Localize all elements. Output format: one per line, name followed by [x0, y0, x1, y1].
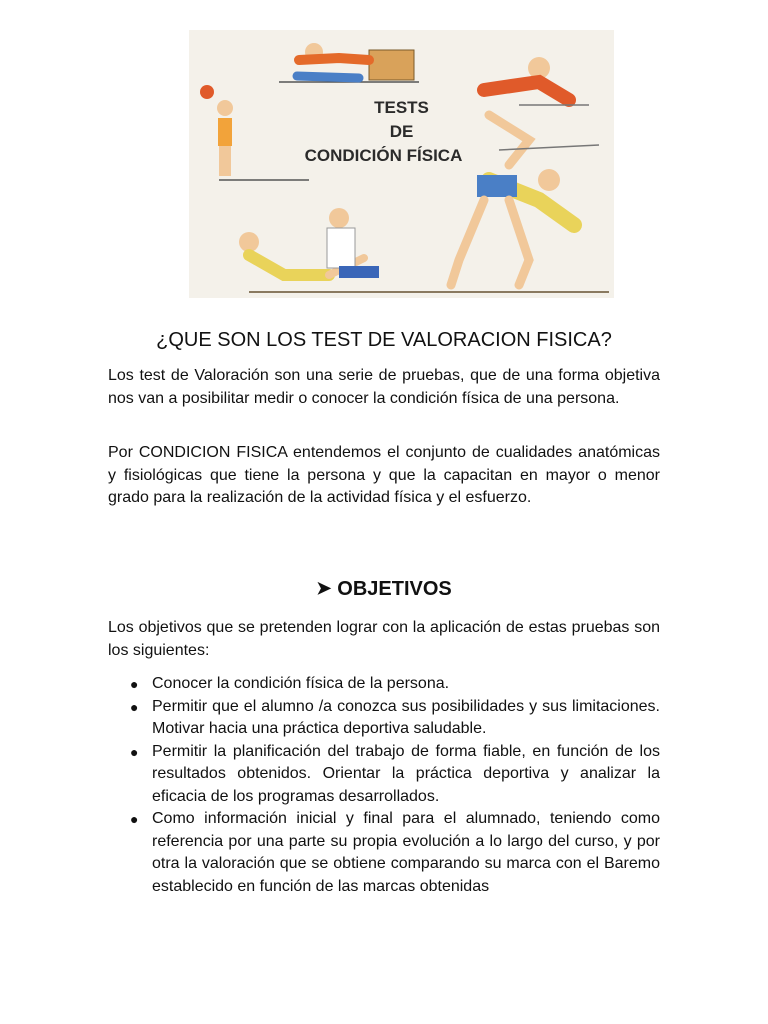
fitness-tests-illustration — [189, 30, 614, 298]
list-item — [108, 741, 660, 809]
illustration-title-line-1: TESTS — [374, 98, 429, 117]
objective-text: Conocer la condición física de la persona. — [152, 675, 450, 692]
objective-text: Como información inicial y final para el alumnado, teniendo como referencia por una parte su propia evolución a lo largo del curso, y por otra la valoración que se obtiene comparando su marca con el Baremo establecido en función de las marcas obtenidas — [152, 810, 660, 895]
illustration-title-line-3: CONDICIÓN FÍSICA — [304, 146, 463, 165]
arrow-right-icon: ➤ — [316, 578, 332, 598]
objectives-heading — [108, 578, 660, 601]
objective-text: Permitir que el alumno /a conozca sus posibilidades y sus limitaciones. Motivar hacia una práctica deportiva saludable. — [152, 697, 660, 737]
bullet-icon: ● — [130, 743, 139, 760]
main-heading: ¿QUE SON LOS TEST DE VALORACION FISICA? — [156, 329, 612, 351]
list-item — [108, 673, 660, 696]
objectives-intro: Los objetivos que se pretenden lograr con la aplicación de estas pruebas son los siguientes: — [108, 619, 660, 659]
list-item — [108, 808, 660, 898]
bullet-icon: ● — [130, 698, 139, 715]
bullet-icon: ● — [130, 676, 139, 692]
objective-text: Permitir la planificación del trabajo de forma fiable, en función de los resultados obtenidos. Orientar la práctica deportiva y analizar la eficacia de los programas desarrollados. — [152, 742, 660, 805]
definition-paragraph: Los test de Valoración son una serie de pruebas, que de una forma objetiva nos van a posibilitar medir o conocer la condición física de una persona. — [108, 367, 660, 407]
physical-condition-paragraph: Por CONDICION FISICA entendemos el conjunto de cualidades anatómicas y fisiológicas que tiene la persona y que la capacitan en mayor o menor grado para la realización de la actividad física y el esfuerzo. — [108, 444, 660, 506]
objectives-heading-text: OBJETIVOS — [337, 578, 452, 600]
bullet-icon: ● — [130, 811, 139, 827]
list-item — [108, 696, 660, 741]
objectives-list — [108, 673, 660, 898]
illustration-title-line-2: DE — [389, 122, 414, 141]
